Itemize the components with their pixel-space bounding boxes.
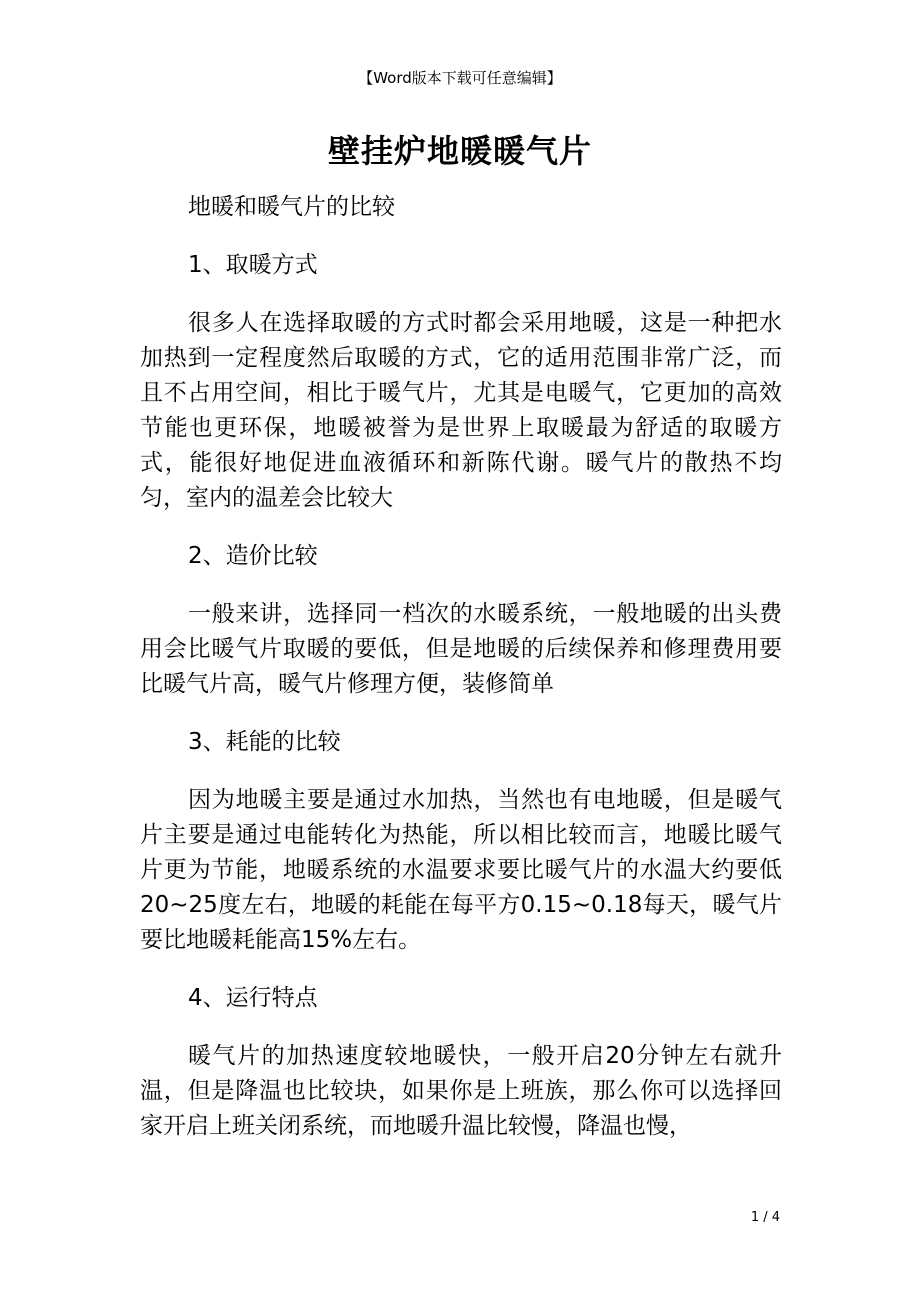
header-note: 【Word版本下载可任意编辑】 — [358, 69, 562, 87]
document-body — [140, 190, 782, 1167]
section-paragraph-3: 因为地暖主要是通过水加热，当然也有电地暖，但是暖气片主要是通过电能转化为热能，所以相比较而言，地暖比暖气片更为节能，地暖系统的水温要求要比暖气片的水温大约要低20~25度左右，地暖的耗能在每平方0.15~0.18每天，暖气片要比地暖耗能高15%左右。 — [140, 787, 782, 953]
document-title: 壁挂炉地暖暖气片 — [327, 132, 592, 170]
section-heading-2: 2、造价比较 — [188, 543, 318, 569]
subtitle: 地暖和暖气片的比较 — [188, 194, 395, 220]
section-heading-4: 4、运行特点 — [188, 985, 318, 1011]
section-paragraph-1: 很多人在选择取暖的方式时都会采用地暖，这是一种把水加热到一定程度然后取暖的方式，它的适用范围非常广泛，而且不占用空间，相比于暖气片，尤其是电暖气，它更加的高效节能也更环保，地暖被誉为是世界上取暖最为舒适的取暖方式，能很好地促进血液循环和新陈代谢。暖气片的散热不均匀，室内的温差会比较大 — [140, 310, 782, 511]
section-paragraph-4: 暖气片的加热速度较地暖快，一般开启20分钟左右就升温，但是降温也比较块，如果你是上班族，那么你可以选择回家开启上班关闭系统，而地暖升温比较慢，降温也慢， — [140, 1043, 782, 1139]
section-heading-3: 3、耗能的比较 — [188, 729, 341, 755]
page-number: 1 / 4 — [750, 1210, 780, 1225]
section-heading-1: 1、取暖方式 — [188, 252, 318, 278]
section-paragraph-2: 一般来讲，选择同一档次的水暖系统，一般地暖的出头费用会比暖气片取暖的要低，但是地暖的后续保养和修理费用要比暖气片高，暖气片修理方便，装修简单 — [140, 601, 782, 697]
